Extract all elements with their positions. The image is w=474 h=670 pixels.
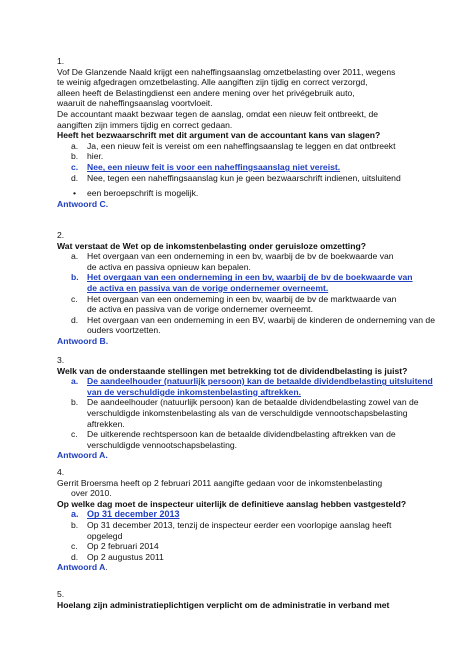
question-number: 4. [57, 467, 65, 477]
option-b [57, 151, 429, 162]
option-text: hier. [87, 151, 104, 162]
option-text: de activa en passiva van de vorige ondernemer overneemt. [87, 304, 313, 315]
question-2 [57, 230, 435, 347]
bullet-icon: • [73, 188, 77, 199]
option-marker: c. [71, 429, 78, 440]
option-text: Op 31 december 2013, tenzij de inspecteur eerder een voorlopige aanslag heeft [87, 519, 392, 530]
option-text: Nee, een nieuw feit is voor een naheffingsaanslag niet vereist. [87, 161, 341, 172]
option-marker: a. [71, 509, 79, 520]
option-a-correct [57, 509, 429, 520]
option-d [57, 314, 435, 336]
intro-line: Gerrit Broersma heeft op 2 februari 2011 aangifte gedaan voor de inkomstenbelasting [57, 477, 383, 488]
option-text: De aandeelhouder (natuurlijk persoon) kan de betaalde dividendbelasting zowel van de [87, 397, 419, 408]
question-text: Heeft het bezwaarschrift met dit argument van de accountant kans van slagen? [57, 130, 381, 141]
question-number: 1. [57, 56, 65, 66]
intro-line: te weinig afgedragen omzetbelasting. Alle aangiften zijn tijdig en correct verzorgd, [57, 77, 368, 88]
option-c [57, 541, 429, 552]
option-b-correct [57, 272, 429, 293]
question-4 [57, 467, 429, 573]
option-c-correct [57, 162, 429, 173]
option-text: Op 2 augustus 2011 [87, 551, 164, 562]
intro-line: over 2010. [71, 488, 112, 499]
option-text: Het overgaan van een onderneming in een bv, waarbij de bv de boekwaarde van [87, 251, 394, 262]
option-marker: d. [71, 551, 79, 562]
option-marker: b. [71, 272, 79, 283]
option-marker: b. [71, 519, 79, 530]
answer-text: Antwoord A [57, 562, 106, 573]
answer-period: . [105, 562, 108, 573]
answer-label: Antwoord B. [57, 335, 109, 346]
question-text: Op welke dag moet de inspecteur uiterlijk de definitieve aanslag hebben vastgesteld? [57, 498, 407, 509]
question-number: 2. [57, 230, 65, 240]
option-d [57, 552, 429, 563]
option-marker: b. [71, 151, 79, 162]
option-bullet [57, 188, 429, 199]
question-5 [57, 589, 429, 610]
option-marker: c. [71, 293, 78, 304]
intro-line: aangiften zijn immers tijdig en correct gedaan. [57, 119, 233, 130]
option-d [57, 173, 429, 184]
option-text: Ja, een nieuw feit is vereist om een naheffingsaanslag te leggen en dat ontbreekt [87, 140, 396, 151]
option-text: Op 2 februari 2014 [87, 541, 159, 552]
answer-label: Antwoord C. [57, 198, 109, 209]
question-text: Welk van de onderstaande stellingen met betrekking tot de dividendbelasting is juist? [57, 365, 408, 376]
option-text: verschuldigde inkomstenbelasting als van de verschuldigde vennootschapsbelasting [87, 407, 408, 418]
option-text: ouders voortzetten. [87, 325, 161, 336]
option-text: een beroepschrift is mogelijk. [87, 188, 199, 199]
intro-line: alleen heeft de Belastingdienst een andere mening over het privégebruik auto, [57, 87, 355, 98]
option-text: aftrekken. [87, 418, 125, 429]
answer-label: Antwoord A. [57, 450, 108, 461]
question-1 [57, 56, 429, 209]
option-b [57, 397, 429, 429]
question-3 [57, 355, 433, 461]
option-text: opgelegd [87, 530, 123, 541]
option-marker: c. [71, 541, 78, 552]
option-text: Nee, tegen een naheffingsaanslag kun je geen bezwaarschrift indienen, uitsluitend [87, 172, 401, 183]
intro-line: De accountant maakt bezwaar tegen de aanslag, omdat een nieuw feit ontbreekt, de [57, 108, 379, 119]
option-text: Op 31 december 2013 [87, 509, 180, 520]
option-text: De uitkerende rechtspersoon kan de betaalde dividendbelasting aftrekken van de [87, 429, 396, 440]
option-text: Het overgaan van een onderneming in een bv, waarbij de bv de boekwaarde van [87, 272, 413, 283]
option-marker: a. [71, 140, 79, 151]
option-marker: c. [71, 161, 79, 172]
answer-label [57, 562, 429, 573]
option-marker: a. [71, 376, 79, 387]
option-marker: b. [71, 397, 79, 408]
option-text: verschuldigde vennootschapsbelasting. [87, 439, 238, 450]
option-a [57, 141, 429, 152]
option-text: van de verschuldigde inkomstenbelasting aftrekken. [87, 386, 301, 397]
intro-line: waaruit de naheffingsaanslag voortvloeit. [57, 98, 213, 109]
option-a [57, 251, 429, 272]
option-a-correct [57, 376, 433, 397]
question-text: Wat verstaat de Wet op de inkomstenbelasting onder geruisloze omzetting? [57, 240, 366, 251]
option-c [57, 294, 429, 315]
question-number: 5. [57, 589, 65, 599]
intro-line: Vof De Glanzende Naald krijgt een naheffingsaanslag omzetbelasting over 2011, wegens [57, 66, 396, 77]
option-text: de activa en passiva van de vorige ondernemer overneemt. [87, 282, 329, 293]
option-text: Het overgaan van een onderneming in een bv, waarbij de bv de marktwaarde van [87, 293, 397, 304]
question-text: Hoelang zijn administratieplichtigen verplicht om de administratie in verband met [57, 599, 390, 610]
option-marker: d. [71, 172, 79, 183]
option-b [57, 520, 429, 541]
option-text: Het overgaan van een onderneming in een BV, waarbij de kinderen de onderneming van de [87, 314, 435, 325]
option-c [57, 429, 429, 450]
option-text: de activa en passiva opnieuw kan bepalen. [87, 261, 251, 272]
question-number: 3. [57, 355, 65, 365]
option-marker: a. [71, 251, 79, 262]
option-marker: d. [71, 314, 79, 325]
option-text: De aandeelhouder (natuurlijk persoon) kan de betaalde dividendbelasting uitsluitend [87, 376, 433, 387]
